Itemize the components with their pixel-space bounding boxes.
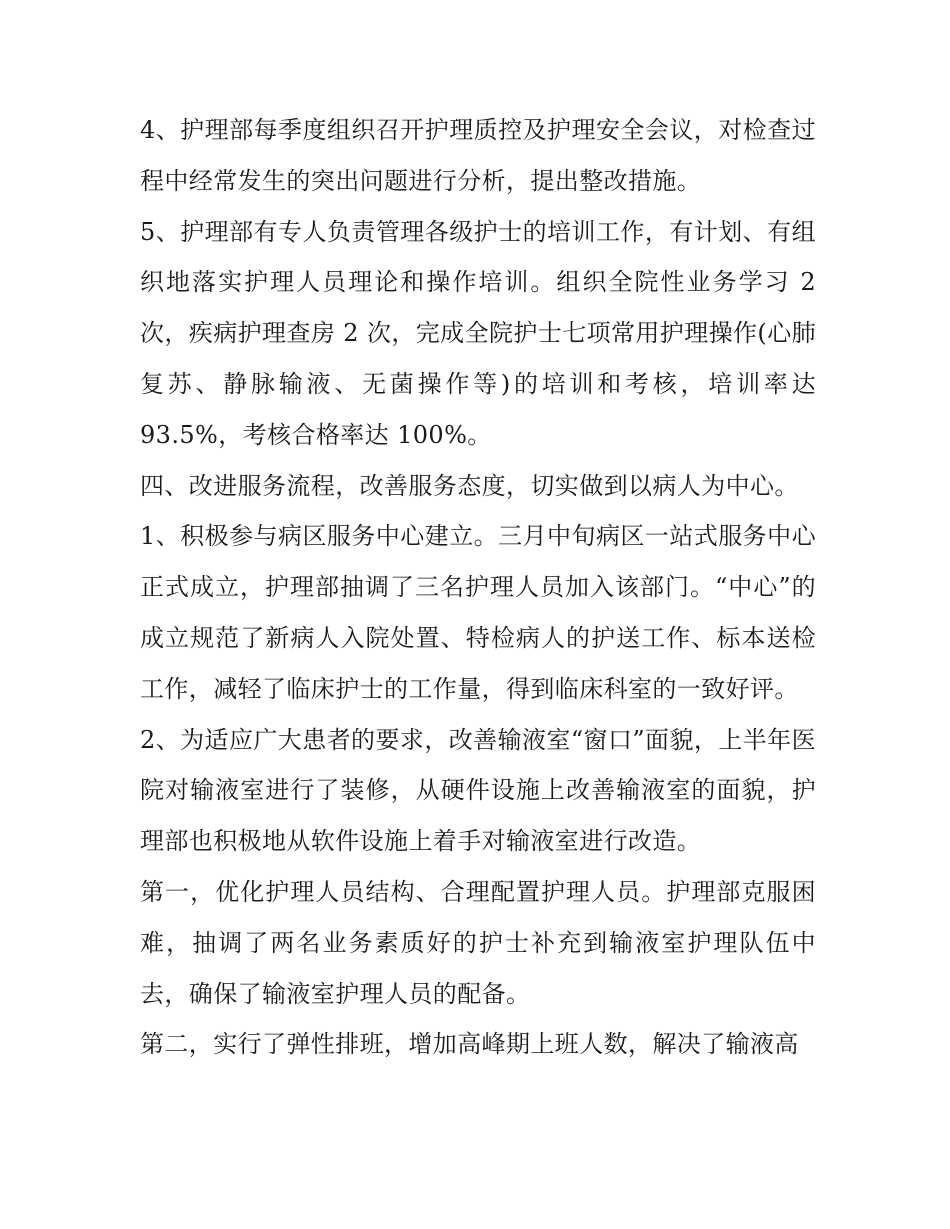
paragraph-item-5-training: 5、护理部有专人负责管理各级护士的培训工作，有计划、有组织地落实护理人员理论和操作培训。组织全院性业务学习 2 次，疾病护理查房 2 次，完成全院护士七项常用护理操作(心肺复苏、静脉输液、无菌操作等)的培训和考核，培训率达 93.5%，考核合格率达 100%。 <box>140 217 816 449</box>
section-heading-four: 四、改进服务流程，改善服务态度，切实做到以病人为中心。 <box>140 471 799 500</box>
paragraph-item-1-service-center: 1、积极参与病区服务中心建立。三月中旬病区一站式服务中心正式成立，护理部抽调了三名护理人员加入该部门。“中心”的成立规范了新病人入院处置、特检病人的护送工作、标本送检工作，减轻了临床护士的工作量，得到临床科室的一致好评。 <box>140 522 816 703</box>
paragraph-first-staff-structure: 第一，优化护理人员结构、合理配置护理人员。护理部克服困难，抽调了两名业务素质好的护士补充到输液室护理队伍中去，确保了输液室护理人员的配备。 <box>140 877 816 1008</box>
paragraph-item-4-quality-meetings: 4、护理部每季度组织召开护理质控及护理安全会议，对检查过程中经常发生的突出问题进行分析，提出整改措施。 <box>140 116 816 195</box>
document-body <box>140 105 816 1070</box>
paragraph-second-flexible-shifts: 第二，实行了弹性排班，增加高峰期上班人数，解决了输液高 <box>140 1030 799 1059</box>
paragraph-item-2-infusion-room: 2、为适应广大患者的要求，改善输液室“窗口”面貌，上半年医院对输液室进行了装修，从硬件设施上改善输液室的面貌，护理部也积极地从软件设施上着手对输液室进行改造。 <box>140 725 816 856</box>
